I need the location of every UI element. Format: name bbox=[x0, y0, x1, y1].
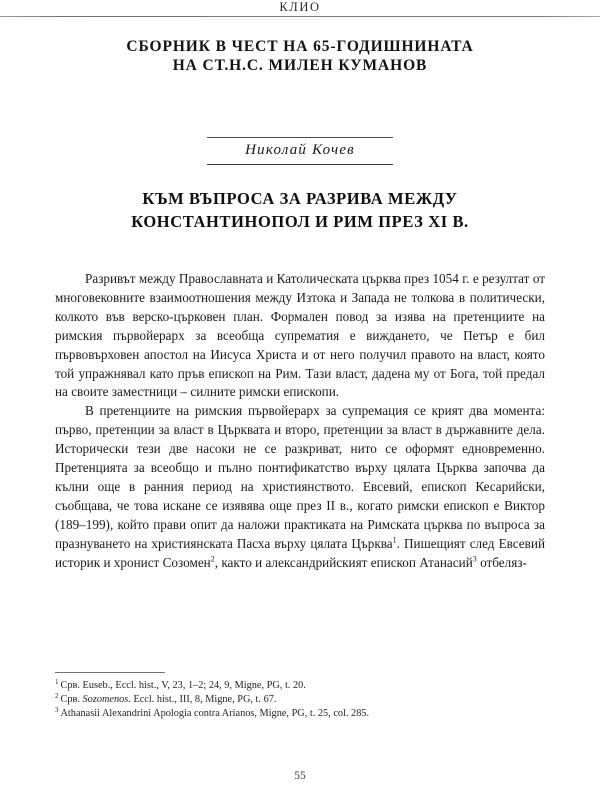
paragraph-1-text: Разривът между Православната и Католическата църква през 1054 г. е резултат от многовековните взаимоотношения между Изтока и Запада не толкова в политически, колкото във верско-църковен план. Формален повод за изява на претенциите на римския първойерарх за всеобща супрематия е виждането, че Петър е бил първовърховен апостол на Иисуса Христа и от него получил правото на власт, която той упражнявал като пръв епископ на Рим. Тази власт, дадена му от Бога, той предал на своите заместници – силните римски епископи. bbox=[55, 271, 545, 400]
author-block bbox=[207, 137, 393, 165]
collection-line-2: НА СТ.Н.С. МИЛЕН КУМАНОВ bbox=[172, 57, 428, 74]
paragraph-1 bbox=[55, 270, 545, 402]
footnote-text: Euseb., Eccl. hist., V, 23, 1–2; 24, 9, Migne, PG, t. 20. bbox=[82, 680, 306, 691]
paragraph-2-text-a: В претенциите на римския първойерарх за супремация се крият два момента: първо, претенции за власт в Църквата и второ, претенции за власт в държавните дела. Исторически тези две насоки не се разкриват, нито се оформят едновременно. Претенцията за всеобщо и пълно понтификатство върху цялата Църква започва да кълни още в ранния период на християнството. Евсевий, епископ Кесарийски, съобщава, че това искане се изявява още през II в., когато римски епископ е Виктор (189–199), който прави опит да наложи практиката на Римската църква по въпроса за празнуването на християнската Пасха върху цялата Църква bbox=[55, 403, 545, 551]
footnote-item bbox=[55, 679, 552, 693]
footnote-item bbox=[55, 693, 552, 707]
footnote-source: Sozomenos bbox=[82, 694, 129, 706]
collection-subtitle bbox=[0, 37, 600, 75]
running-head: КЛИО bbox=[279, 0, 321, 14]
footnote-prefix: Срв. bbox=[60, 694, 83, 706]
paragraph-2-text-c: , както и александрийският епископ Атанасий bbox=[214, 554, 473, 570]
footnote-ref-2[interactable]: 2 bbox=[210, 554, 215, 564]
footnote-text: . Eccl. hist., III, 8, Migne, PG, t. 67. bbox=[128, 694, 277, 706]
paragraph-2-text-b: . Пишещият след Евсевий историк и хронист Созомен bbox=[55, 535, 546, 570]
paragraph-2 bbox=[55, 402, 545, 572]
article-title-line-2: КОНСТАНТИНОПОЛ И РИМ ПРЕЗ XI В. bbox=[131, 212, 469, 231]
footnote-marker: 2 bbox=[55, 691, 59, 700]
collection-line-1: СБОРНИК В ЧЕСТ НА 65-ГОДИШНИНАТА bbox=[126, 38, 474, 55]
footnote-list bbox=[55, 679, 552, 722]
author-rule-bottom bbox=[207, 164, 393, 165]
footnote-item bbox=[55, 707, 552, 721]
paragraph-2-text-d: отбеляз- bbox=[476, 554, 527, 570]
footnotes-section bbox=[55, 672, 552, 722]
footnote-separator bbox=[55, 672, 165, 673]
footnote-ref-3[interactable]: 3 bbox=[472, 554, 477, 564]
author-name: Николай Кочев bbox=[245, 142, 355, 158]
article-title bbox=[0, 187, 600, 233]
page-number: 55 bbox=[294, 770, 306, 782]
footnote-prefix: Срв. bbox=[60, 680, 83, 691]
footnote-ref-1[interactable]: 1 bbox=[392, 535, 397, 545]
header-divider bbox=[0, 16, 600, 17]
footnote-text: Athanasii Alexandrini Apologia contra Arianos, Migne, PG, t. 25, col. 285. bbox=[60, 708, 370, 720]
body-text bbox=[55, 270, 545, 573]
article-title-line-1: КЪМ ВЪПРОСА ЗА РАЗРИВА МЕЖДУ bbox=[142, 189, 458, 208]
footnote-marker: 1 bbox=[55, 677, 59, 686]
footnote-marker: 3 bbox=[55, 705, 59, 714]
